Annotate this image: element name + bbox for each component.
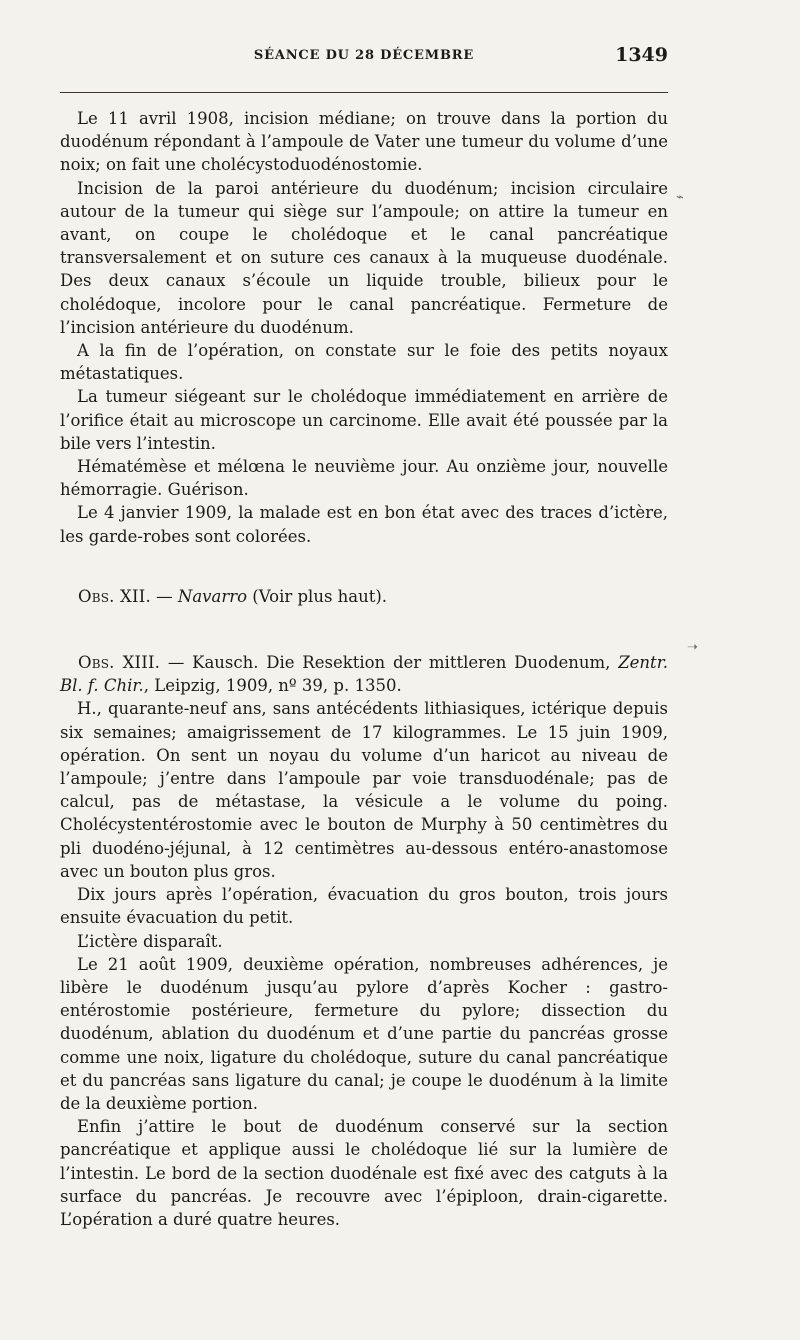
journal-title: Zentr. Bl. f. Chir.: [60, 653, 669, 696]
paragraph-10: Le 21 août 1909, deuxième opération, nombreuses adhérences, je libère le duodénum jusqu’au pylore d’après Kocher : gastro-entérostomie postérieure, fermeture du pylore; dissection du duodénum, ablation du duodénum et d’une partie du pancréas grosse comme une noix, ligature du cholédoque, suture du canal pancréatique et du pancréas sans ligature du canal; je coupe le duodénum à la limite de la deuxième portion.: [60, 954, 668, 1113]
observation-xiii-label: Obs. XIII.: [78, 653, 161, 673]
citation-end: , Leipzig, 1909, nº 39, p. 1350.: [143, 676, 402, 696]
observation-xii-author: Navarro: [177, 586, 248, 606]
citation-start: — Kausch. Die Resektion der mittleren Duodenum,: [160, 653, 619, 673]
paragraph-1: Le 11 avril 1908, incision médiane; on trouve dans la portion du duodénum répondant à l’ampoule de Vater une tumeur du volume d’une noix; on fait une cholécystoduodénostomie.: [60, 109, 668, 175]
header-rule: [60, 92, 668, 93]
margin-mark-2: ➝: [687, 640, 698, 655]
observation-xii-reference: (Voir plus haut).: [247, 586, 388, 606]
paragraph-8: Dix jours après l’opération, évacuation du gros bouton, trois jours ensuite évacuation du petit.: [60, 885, 668, 928]
page-number: 1349: [615, 44, 668, 66]
paragraph-6: Le 4 janvier 1909, la malade est en bon état avec des traces d’ictère, les garde-robes sont colorées.: [60, 503, 668, 546]
running-head: SÉANCE DU 28 DÉCEMBRE: [253, 48, 475, 63]
paragraph-7: H., quarante-neuf ans, sans antécédents lithiasiques, ictérique depuis six semaines; amaigrissement de 17 kilogrammes. Le 15 juin 1909, opération. On sent un noyau du volume d’un haricot au niveau de l’ampoule; j’entre dans l’ampoule par voie transduodénale; pas de calcul, pas de métastase, la vésicule a le volume du poing. Cholécystentérostomie avec le bouton de Murphy à 50 centimètres du pli duodéno-jéjunal, à 12 centimètres au-dessous entéro-anastomose avec un bouton plus gros.: [60, 699, 668, 881]
observation-xii-label: Obs. XII.: [78, 586, 151, 606]
page-header: [60, 44, 668, 78]
observation-xii-dash: —: [150, 586, 178, 606]
paragraph-3: A la fin de l’opération, on constate sur le foie des petits noyaux métastatiques.: [60, 341, 668, 384]
paragraph-9: L’ictère disparaît.: [77, 931, 223, 951]
paragraph-4: La tumeur siégeant sur le cholédoque immédiatement en arrière de l’orifice était au microscope un carcinome. Elle avait été poussée par la bile vers l’intestin.: [60, 387, 668, 453]
observation-xiii-citation: [60, 651, 668, 697]
margin-mark-1: ⌁: [676, 190, 684, 205]
page-body: [60, 107, 668, 1231]
paragraph-11: Enfin j’attire le bout de duodénum conservé sur la section pancréatique et applique aussi le cholédoque lié sur la lumière de l’intestin. Le bord de la section duodénale est fixé avec des catguts à la surface du pancréas. Je recouvre avec l’épiploon, drain-cigarette. L’opération a duré quatre heures.: [60, 1117, 668, 1229]
paragraph-2: Incision de la paroi antérieure du duodénum; incision circulaire autour de la tumeur qui siège sur l’ampoule; on attire la tumeur en avant, on coupe le cholédoque et le canal pancréatique transversalement et on suture ces canaux à la muqueuse duodénale. Des deux canaux s’écoule un liquide trouble, bilieux pour le cholédoque, incolore pour le canal pancréatique. Fermeture de l’incision antérieure du duodénum.: [60, 178, 668, 337]
paragraph-5: Hématémèse et mélœna le neuvième jour. Au onzième jour, nouvelle hémorragie. Guérison.: [60, 457, 668, 500]
observation-xii: [60, 585, 668, 608]
